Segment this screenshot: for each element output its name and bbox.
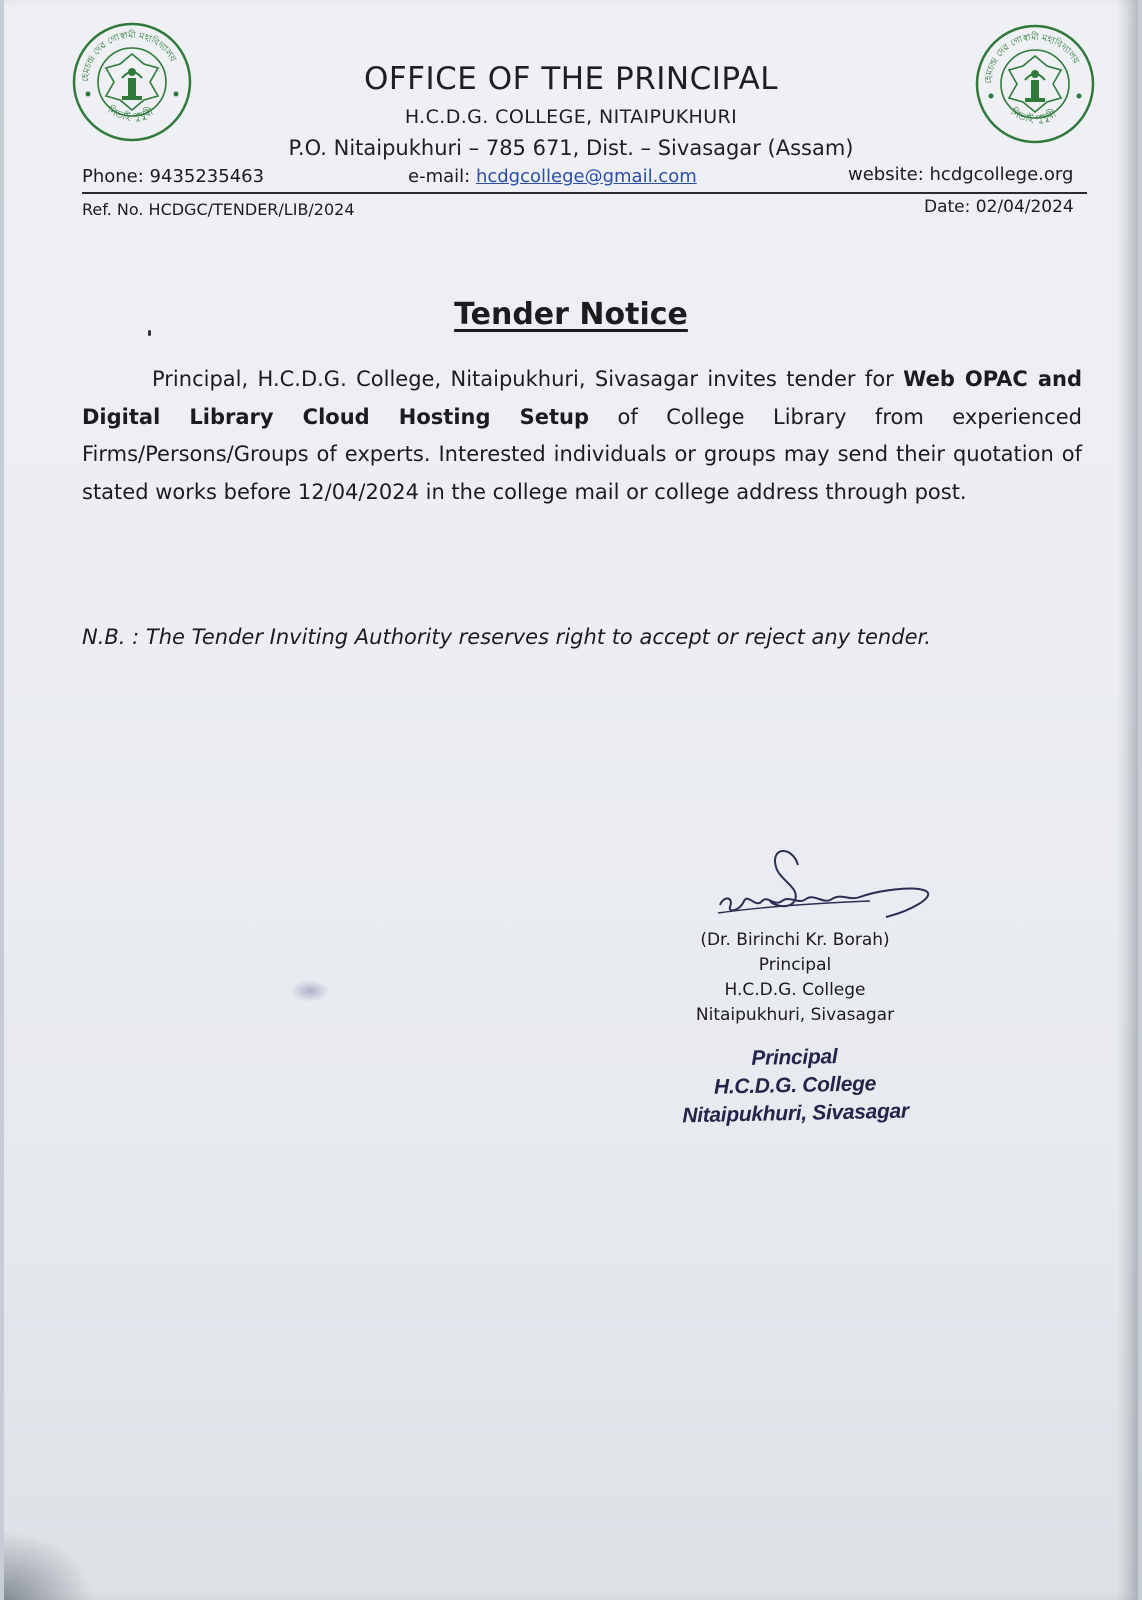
phone-number: Phone: 9435235463 [82, 166, 265, 187]
stamp-line-3: Nitaipukhuri, Sivasagar [682, 1099, 910, 1128]
seal-top-text: হেমচন্দ্ৰ দেৱ গোস্বামী মহাবিদ্যালয় [983, 32, 1081, 85]
signatory-place: Nitaipukhuri, Sivasagar [695, 1005, 895, 1025]
ink-smudge [290, 980, 330, 1002]
notice-nb: N.B. : The Tender Inviting Authority reserves right to accept or reject any tender. [82, 625, 931, 649]
notice-body [82, 361, 1082, 511]
notice-date: Date: 02/04/2024 [924, 197, 1074, 217]
signatory-designation: Principal [758, 955, 832, 975]
notice-body-intro: Principal, H.C.D.G. College, Nitaipukhuri, Sivasagar invites tender for [152, 367, 904, 391]
college-name: H.C.D.G. COLLEGE, NITAIPUKHURI [404, 106, 738, 128]
seal-bottom-text: নিতাই পুখুৰী [1008, 106, 1059, 126]
website-line: website: hcdgcollege.org [848, 164, 1074, 185]
email-line [408, 166, 697, 187]
email-link[interactable]: hcdgcollege@gmail.com [475, 166, 697, 187]
office-title: OFFICE OF THE PRINCIPAL [363, 61, 779, 97]
college-address: P.O. Nitaipukhuri – 785 671, Dist. – Sivasagar (Assam) [288, 136, 854, 160]
signatory-block [670, 928, 920, 1028]
stamp-line-2: H.C.D.G. College [713, 1072, 877, 1099]
document-page [4, 0, 1138, 1600]
notice-title: Tender Notice [454, 297, 688, 332]
page-corner-shadow [4, 1530, 94, 1600]
signatory-college: H.C.D.G. College [724, 980, 866, 1000]
notice-body-rest: of College Library from experienced Firms/Persons/Groups of experts. Interested individuals or groups may send their quotation of stated works before 12/04/2024 in the college mail or college address through post. [82, 404, 1082, 504]
reference-number: Ref. No. HCDGC/TENDER/LIB/2024 [82, 200, 355, 219]
stamp-line-1: Principal [751, 1045, 838, 1070]
email-label: e-mail: [408, 166, 471, 187]
signatory-name: (Dr. Birinchi Kr. Borah) [700, 930, 890, 950]
page-edge-shadow [1116, 0, 1138, 1600]
seal-bottom-text: নিতাই পুখুৰী [105, 104, 156, 124]
header-divider [82, 192, 1087, 194]
principal-stamp [659, 1041, 931, 1131]
notice-body-bold: Web OPAC and Digital Library Cloud Hosting Setup [82, 367, 1082, 429]
seal-top-text: হেমচন্দ্ৰ দেৱ গোস্বামী মহাবিদ্যালয় [80, 30, 178, 83]
signature-icon [700, 845, 950, 935]
